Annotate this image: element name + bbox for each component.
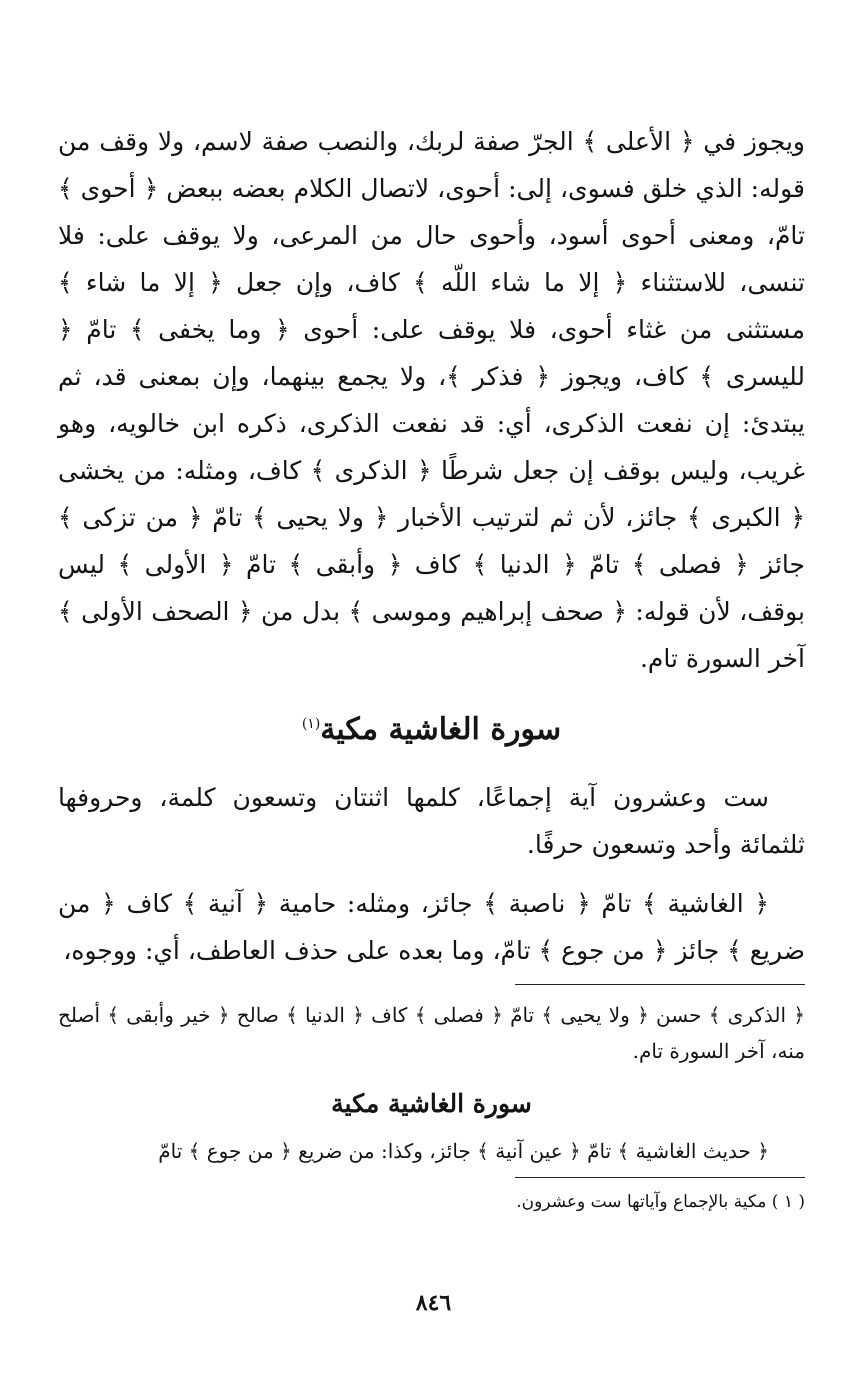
notes-section: [58, 997, 805, 1169]
main-paragraph-2: ست وعشرون آية إجماعًا، كلمها اثنتان وتسعون كلمة، وحروفها ثلثمائة وأحد وتسعون حرفًا.: [58, 783, 805, 859]
notes-paragraph-1: ﴿ الذكرى ﴾ حسن ﴿ ولا يحيى ﴾ تامّ ﴿ فصلى ﴾ كاف ﴿ الدنيا ﴾ صالح ﴿ خير وأبقى ﴾ أصلح منه، آخر السورة تام.: [58, 1003, 805, 1063]
notes-separator: [515, 984, 805, 985]
main-paragraph-3: ﴿ الغاشية ﴾ تامّ ﴿ ناصبة ﴾ جائز، ومثله: حامية ﴿ آنية ﴾ كاف ﴿ من ضريع ﴾ جائز ﴿ من جوع ﴾ تامّ، وما بعده على حذف العاطف، أي: ووجوه،: [58, 889, 805, 965]
notes-surah-title: سورة الغاشية مكية: [331, 1089, 532, 1118]
notes-paragraph-2: ﴿ حديث الغاشية ﴾ تامّ ﴿ عين آنية ﴾ جائز، وكذا: من ضريع ﴿ من جوع ﴾ تامّ: [158, 1139, 769, 1163]
footnote-reference: (١): [301, 716, 321, 732]
footnote-separator: [515, 1177, 805, 1178]
main-text: [58, 118, 805, 974]
surah-title: [58, 704, 805, 750]
footnote: ( ١ ) مكية بالإجماع وآياتها ست وعشرون.: [516, 1192, 805, 1212]
page-number: ٨٤٦: [415, 1290, 452, 1316]
main-paragraph-1: ويجوز في ﴿ الأعلى ﴾ الجرّ صفة لربك، والنصب صفة لاسم، ولا وقف من قوله: الذي خلق فسوى، إلى: أحوى، لاتصال الكلام بعضه ببعض ﴿ أحوى ﴾ تامّ، ومعنى أحوى أسود، وأحوى حال من المرعى، ولا يوقف على: فلا تنسى، للاستثناء ﴿ إلا ما شاء اللّه ﴾ كاف، وإن جعل ﴿ إلا ما شاء ﴾ مستثنى من غثاء أحوى، فلا يوقف على: أحوى ﴿ وما يخفى ﴾ تامّ ﴿ لليسرى ﴾ كاف، ويجوز ﴿ فذكر ﴾، ولا يجمع بينهما، وإن بمعنى قد، ثم يبتدئ: إن نفعت الذكرى، أي: قد نفعت الذكرى، ذكره ابن خالويه، وهو غريب، وليس بوقف إن جعل شرطًا ﴿ الذكرى ﴾ كاف، ومثله: من يخشى ﴿ الكبرى ﴾ جائز، لأن ثم لترتيب الأخبار ﴿ ولا يحيى ﴾ تامّ ﴿ من تزكى ﴾ جائز ﴿ فصلى ﴾ تامّ ﴿ الدنيا ﴾ كاف ﴿ وأبقى ﴾ تامّ ﴿ الأولى ﴾ ليس بوقف، لأن قوله: ﴿ صحف إبراهيم وموسى ﴾ بدل من ﴿ الصحف الأولى ﴾ آخر السورة تام.: [58, 127, 805, 673]
surah-title-text: سورة الغاشية مكية: [320, 712, 562, 747]
